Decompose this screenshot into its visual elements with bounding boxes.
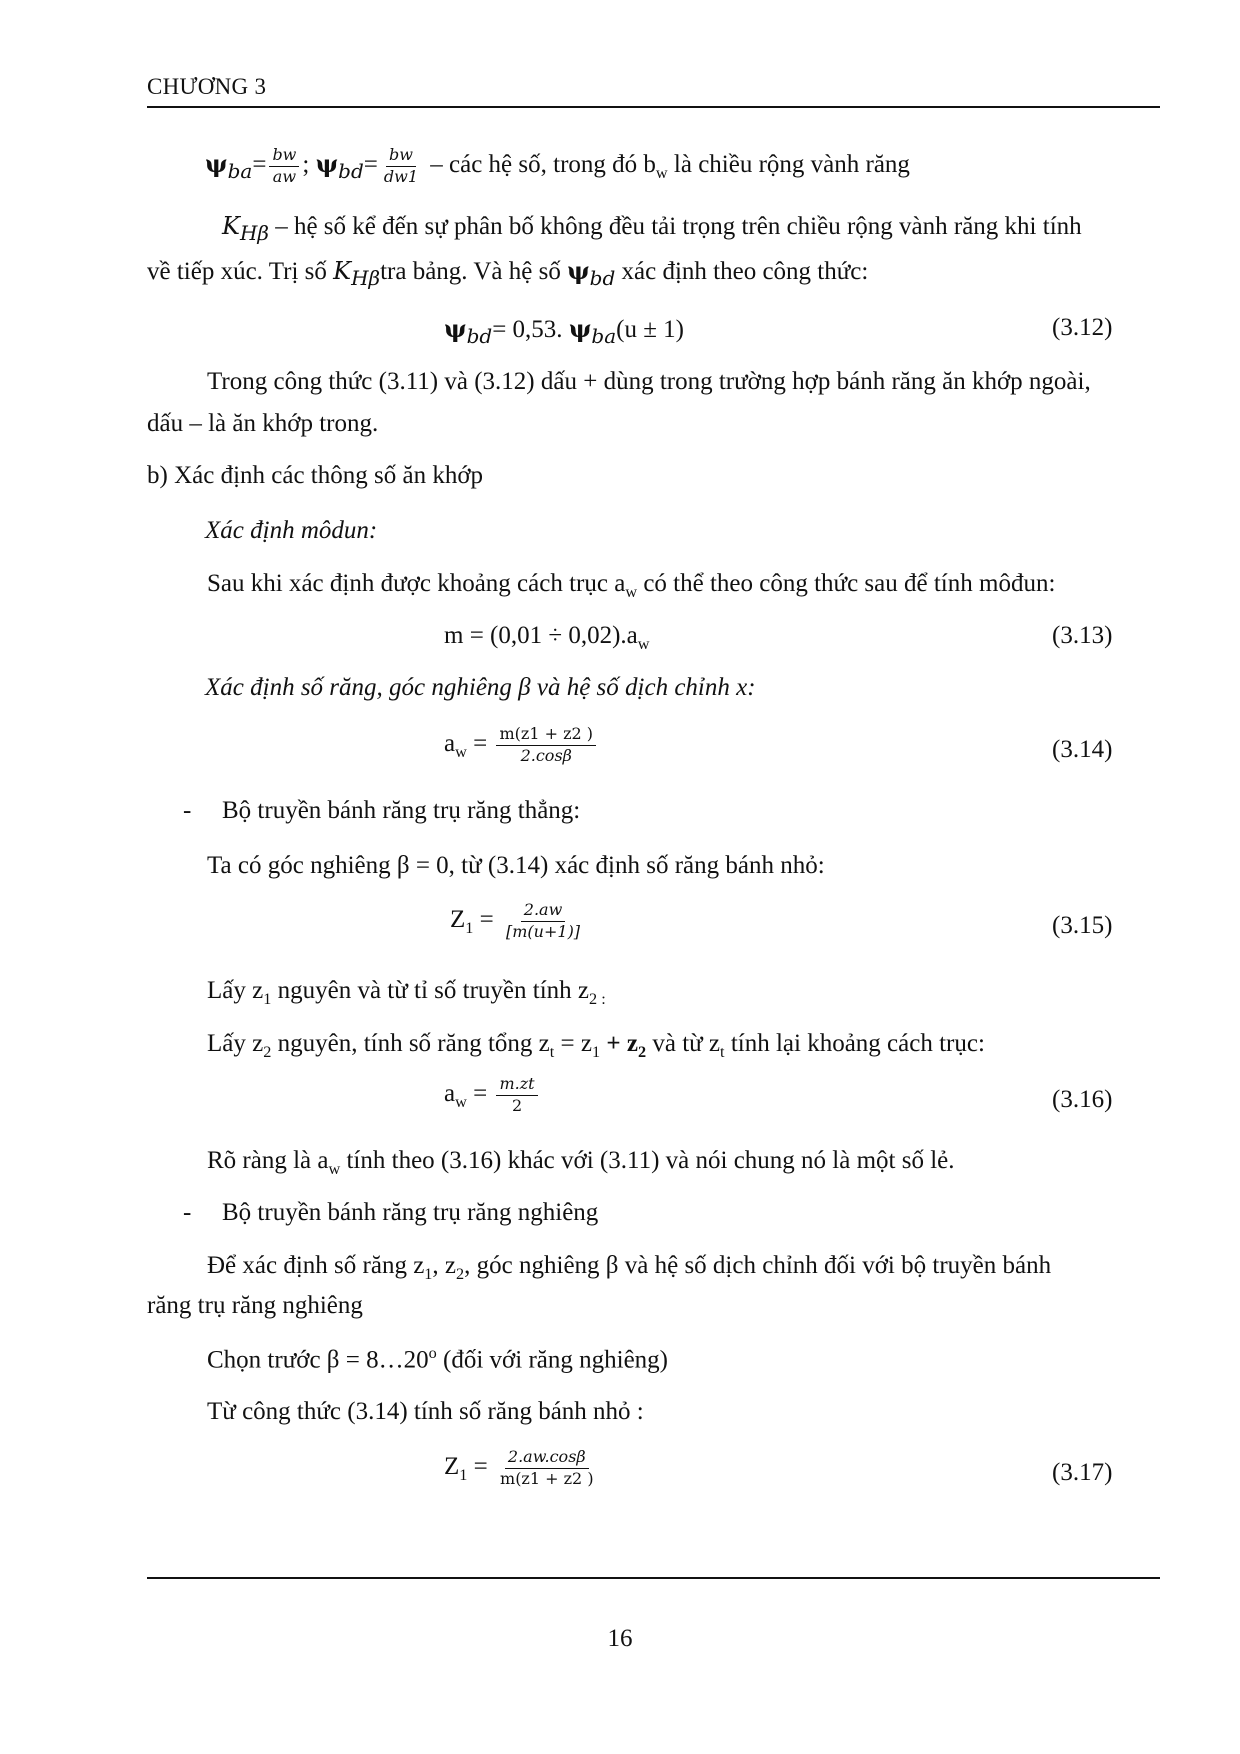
equation-number: (3.16) bbox=[1052, 1086, 1113, 1113]
subheading-module: Xác định môdun: bbox=[205, 517, 378, 544]
equation-3-13: $m = (0,01 \div 0,02).a_w$ bbox=[444, 622, 650, 653]
module-paragraph: Sau khi xác định được khoảng cách trục $a_w$ có thể theo công thức sau để tính môđun: bbox=[207, 570, 1056, 601]
psi-symbol: ψ bbox=[315, 149, 339, 179]
fraction: $\frac{2.aw.\cos\beta}{m(z1 + z2 )}$ bbox=[500, 1447, 594, 1488]
fraction: $\frac{2.aw}{[m(u+1)]}$ bbox=[506, 900, 581, 941]
fraction: $\frac{m.zt}{2}$ bbox=[496, 1076, 537, 1115]
khb-paragraph-line2: về tiếp xúc. Trị số $K_{H\beta}tra$ bảng. Và hệ số $\psi_{bd}$ xác định theo công thức: bbox=[147, 256, 869, 290]
header-rule bbox=[147, 106, 1160, 108]
straight-paragraph: Ta có góc nghiêng β = 0, từ (3.14) xác định số răng bánh nhỏ: bbox=[207, 852, 825, 879]
beta-paragraph: Chọn trước $\beta = 8\dots 20^o$ (đối với răng nghiêng) bbox=[207, 1344, 668, 1374]
bullet-dash: - bbox=[183, 797, 192, 824]
equation-number: (3.13) bbox=[1052, 622, 1113, 649]
bullet-dash: - bbox=[183, 1199, 192, 1226]
subheading-teeth: Xác định số răng, góc nghiêng β và hệ số dịch chỉnh x: bbox=[205, 674, 756, 701]
small-gear-paragraph: Từ công thức (3.14) tính số răng bánh nhỏ : bbox=[207, 1398, 644, 1425]
khb-paragraph-line1: $K_{H\beta}$ – hệ số kể đến sự phân bố không đều tải trọng trên chiều rộng vành răng khi tính bbox=[222, 212, 1082, 245]
helical-paragraph-line2: răng trụ răng nghiêng bbox=[147, 1292, 363, 1319]
fraction: $\frac{m(z1 + z2 )}{2.\cos\beta}$ bbox=[496, 726, 596, 765]
psi-definition-line: $\psi_{ba}=$ $\frac{bw}{aw}$ ; $\psi_{bd}=$ $\frac{bw}{dw1}$ – các hệ số, trong đó $b_w$ là chiều rộng vành răng bbox=[205, 145, 910, 186]
footer-rule bbox=[147, 1577, 1160, 1579]
bullet-straight-text: Bộ truyền bánh răng trụ răng thẳng: bbox=[222, 797, 581, 824]
psi-symbol: ψ bbox=[205, 149, 228, 179]
z1-paragraph: Lấy $z_1$ nguyên và từ tỉ số truyền tính $z_{2 :}$ bbox=[207, 977, 606, 1008]
equation-number: (3.17) bbox=[1052, 1459, 1113, 1486]
bullet-helical-text: Bộ truyền bánh răng trụ răng nghiêng bbox=[222, 1199, 599, 1226]
fraction-bw-dw1: $\frac{bw}{dw1}$ bbox=[383, 145, 419, 186]
page-number: 16 bbox=[607, 1625, 633, 1652]
chapter-header: CHƯƠNG 3 bbox=[147, 74, 267, 99]
sign-paragraph-line2: dấu – là ăn khớp trong. bbox=[147, 410, 379, 437]
equation-3-17: $Z_1$ = $\frac{2.aw.\cos\beta}{m(z1 + z2 )}$ bbox=[444, 1449, 600, 1488]
helical-paragraph-line1: Để xác định số răng $z_1$, $z_2$, góc nghiêng β và hệ số dịch chỉnh đối với bộ truyền bánh bbox=[207, 1252, 1052, 1283]
fraction-bw-aw: $\frac{bw}{aw}$ bbox=[269, 147, 299, 186]
z2-paragraph: Lấy $z_2$ nguyên, tính số răng tổng $z_t = z_1 + z_2$ và từ $z_t$ tính lại khoảng cách trục: bbox=[207, 1030, 985, 1061]
equation-3-12: $\psi_{bd}= 0,53$. $\psi_{ba}(u \pm 1)$ bbox=[444, 314, 685, 348]
equation-3-15: $Z_1$ = $\frac{2.aw}{[m(u+1)]}$ bbox=[450, 902, 586, 941]
sign-paragraph-line1: Trong công thức (3.11) và (3.12) dấu + dùng trong trường hợp bánh răng ăn khớp ngoài, bbox=[207, 368, 1091, 395]
odd-paragraph: Rõ ràng là $a_w$ tính theo (3.16) khác với (3.11) và nói chung nó là một số lẻ. bbox=[207, 1147, 955, 1178]
equation-number: (3.14) bbox=[1052, 736, 1113, 763]
equation-number: (3.12) bbox=[1052, 314, 1113, 341]
equation-3-16: $a_w$ = $\frac{m.zt}{2}$ bbox=[444, 1076, 541, 1115]
equation-3-14: $a_w$ = $\frac{m(z1 + z2 )}{2.\cos\beta}$ bbox=[444, 726, 599, 765]
section-heading: b) Xác định các thông số ăn khớp bbox=[147, 462, 484, 489]
equation-number: (3.15) bbox=[1052, 912, 1113, 939]
